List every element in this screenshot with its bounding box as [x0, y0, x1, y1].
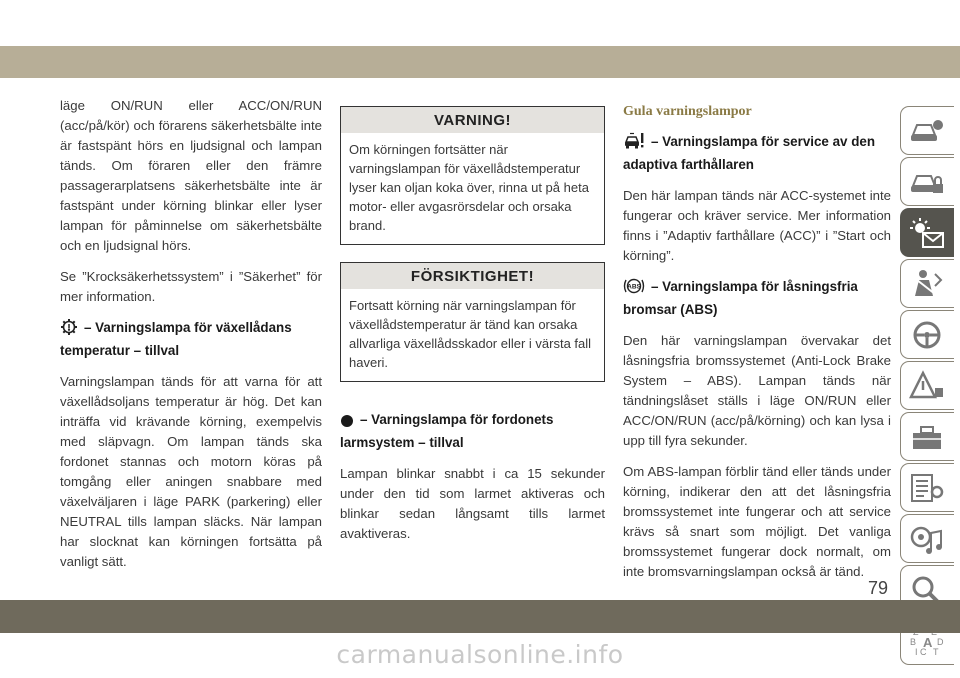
chapter-tabs — [900, 106, 954, 667]
warning-box — [340, 106, 605, 245]
heading-transmission-temp — [60, 318, 322, 360]
warning-lights-message-icon — [909, 217, 945, 249]
paragraph-alarm: Lampan blinkar snabbt i ca 15 sekunder under den tid som larmet aktiveras och blinkar sedan långsamt tills larmet avaktiveras. — [340, 466, 605, 541]
paragraph-abs-2: Om ABS-lampan förblir tänd eller tänds under körning, indikerar den att det låsningsfria bromssystemet inte fungerar och att service krävs så snart som möjligt. Det vanliga bromssystemet fungerar dock normalt, om inte bromsvarningslampan också är tänd. — [623, 464, 891, 579]
adaptive-cruise-service-icon — [623, 132, 645, 155]
heading-alarm — [340, 410, 605, 452]
watermark: carmanualsonline.info — [336, 640, 624, 669]
multimedia-icon — [909, 523, 945, 555]
toolbox-icon — [909, 421, 945, 453]
heading-abs-text: – Varningslampa för låsningsfria bromsar (ABS) — [623, 279, 858, 317]
tab-multimedia[interactable] — [900, 514, 954, 563]
heading-acc — [623, 132, 891, 174]
tab-emergency[interactable] — [900, 361, 954, 410]
footer-band — [0, 600, 960, 633]
heading-acc-text: – Varningslampa för service av den adaptiva farthållaren — [623, 134, 876, 172]
svg-text:I C: I C — [915, 647, 927, 657]
column-3 — [623, 96, 891, 593]
svg-text:B: B — [910, 637, 917, 647]
car-info-icon — [909, 115, 945, 147]
abs-icon-text: ABS — [627, 283, 641, 291]
column-2 — [340, 106, 605, 555]
heading-alarm-text: – Varningslampa för fordonets larmsystem – tillval — [340, 412, 554, 450]
caution-title: FÖRSIKTIGHET! — [341, 263, 604, 289]
alarm-indicator-icon — [340, 414, 354, 433]
tab-warning-lights[interactable] — [900, 208, 954, 257]
seatbelt-airbag-icon — [909, 268, 945, 300]
car-lock-icon — [909, 166, 945, 198]
caution-box — [340, 262, 605, 382]
steering-wheel-icon — [909, 319, 945, 351]
svg-text:D: D — [937, 637, 944, 647]
heading-transmission-temp-text: – Varningslampa för växellådans temperatur – tillval — [60, 320, 292, 358]
abs-warning-icon — [623, 277, 645, 300]
svg-text:A: A — [923, 635, 933, 650]
heading-abs — [623, 277, 891, 319]
header-band — [0, 46, 960, 78]
column-1 — [60, 96, 322, 583]
caution-text: Fortsatt körning när varningslampan för växellådstemperatur är tänd kan orsaka allvarliga växellådsskador eller i värsta fall haveri. — [349, 298, 592, 370]
roadside-emergency-icon — [909, 370, 945, 402]
paragraph-acc: Den här lampan tänds när ACC-systemet inte fungerar och kräver service. Mer information finns i ”Adaptiv farthållare (ACC)” i ”Start och körning”. — [623, 188, 891, 263]
tab-specifications[interactable] — [900, 463, 954, 512]
warning-title: VARNING! — [341, 107, 604, 133]
paragraph-seatbelt: läge ON/RUN eller ACC/ON/RUN (acc/på/kör) och förarens säkerhetsbälte inte är fastspänt hörs en ljudsignal och lampan tänds. Om föraren eller den främre passagerarplatsens säkerhetsbälte inte är fastspänt under körning blinkar eller lyser lampan för påminnelse om säkerhetsbälte och en ljudsignal hörs. — [60, 98, 322, 253]
tab-service[interactable] — [900, 412, 954, 461]
warning-text: Om körningen fortsätter när varningslampan för växellådstemperatur lyser kan oljan koka över, rinna ut på heta motor- eller avgasrörsdelar och orsaka brand. — [349, 142, 589, 233]
paragraph-abs-1: Den här varningslampan övervakar det låsningsfria bromssystemet (Anti-Lock Brake System – ABS). Lampan tänds när tändningslåset ställs i läge ON/RUN eller ACC/ON/RUN (acc/på/körning) och kan lysa i upp till fyra sekunder. — [623, 333, 891, 448]
specifications-icon — [909, 472, 945, 504]
transmission-temperature-icon — [60, 318, 78, 341]
tab-driving[interactable] — [900, 310, 954, 359]
tab-car-info[interactable] — [900, 106, 954, 155]
section-heading-yellow-lights: Gula varningslampor — [623, 104, 752, 119]
paragraph-transmission-temp: Varningslampan tänds för att varna för att växellådsoljans temperatur är hög. Det kan inträffa vid krävande körning, exempelvis med släpvagn. Om lampan tänds ska fordonet stannas och motorn köras på tomgång eller aningen snabbare med växelväljaren i läge PARK (parkering) eller NEUTRAL tills lampan släcks. När lampan har slocknat kan körningen fortsätta på vanligt sätt. — [60, 374, 322, 569]
page-number: 79 — [868, 578, 889, 598]
tab-safety[interactable] — [900, 259, 954, 308]
svg-text:T: T — [933, 647, 939, 657]
tab-car-lock[interactable] — [900, 157, 954, 206]
paragraph-reference: Se ”Krocksäkerhetssystem” i ”Säkerhet” för mer information. — [60, 269, 322, 304]
